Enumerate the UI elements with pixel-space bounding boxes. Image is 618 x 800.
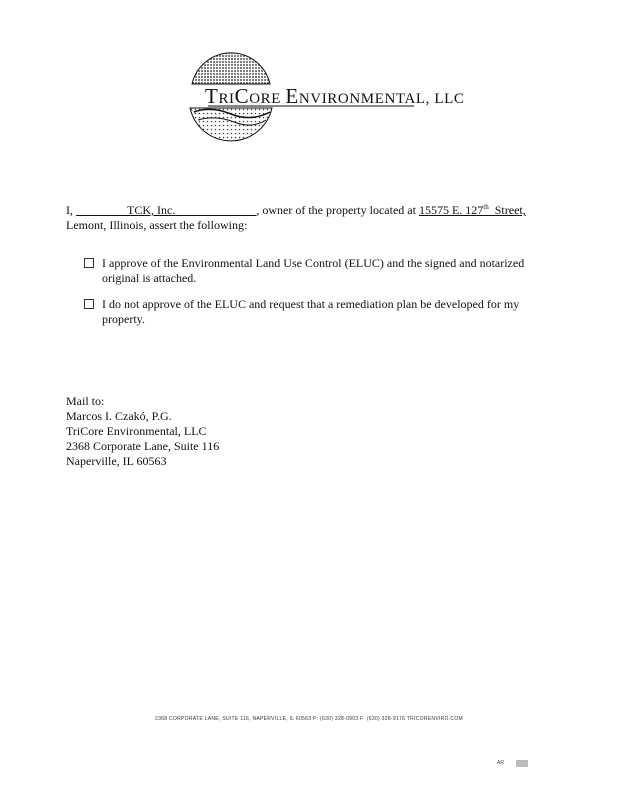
mail-company: TriCore Environmental, LLC	[66, 424, 207, 438]
property-address: 15575 E. 127th Street,	[418, 203, 526, 217]
ownership-statement: I, TCK, Inc. , owner of the property located at 15575 E. 127th Street, Lemont, Illinois, assert the following:	[66, 203, 526, 232]
approve-label: I approve of the Environmental Land Use Control (ELUC) and the signed and notarized original is attached.	[102, 256, 525, 285]
page-stamp	[516, 760, 528, 767]
mail-city: Naperville, IL 60563	[66, 454, 167, 468]
disapprove-label: I do not approve of the ELUC and request that a remediation plan be developed for my property.	[102, 297, 520, 326]
mail-heading: Mail to:	[66, 394, 105, 408]
disapprove-checkbox[interactable]	[84, 299, 94, 309]
page-mark: AR	[497, 760, 504, 766]
approve-option[interactable]	[84, 256, 536, 288]
mail-street: 2368 Corporate Lane, Suite 116	[66, 439, 220, 453]
approve-checkbox[interactable]	[84, 258, 94, 268]
footer-address: 2368 CORPORATE LANE, SUITE 116, NAPERVILLE, IL 60563 P: (630) 328-0903 F: (630) 328-9176 TRICORENVIRO.COM	[154, 716, 463, 722]
disapprove-option[interactable]	[84, 297, 536, 329]
mail-name: Marcos I. Czakó, P.G.	[66, 409, 172, 423]
logo-wordmark: TRICORE ENVIRONMENTAL, LLC	[205, 84, 465, 108]
mail-to-block	[66, 394, 219, 469]
owner-name-field[interactable]: TCK, Inc.	[127, 203, 176, 217]
logo-globe-top	[192, 53, 270, 84]
logo-globe-bottom	[190, 108, 272, 141]
